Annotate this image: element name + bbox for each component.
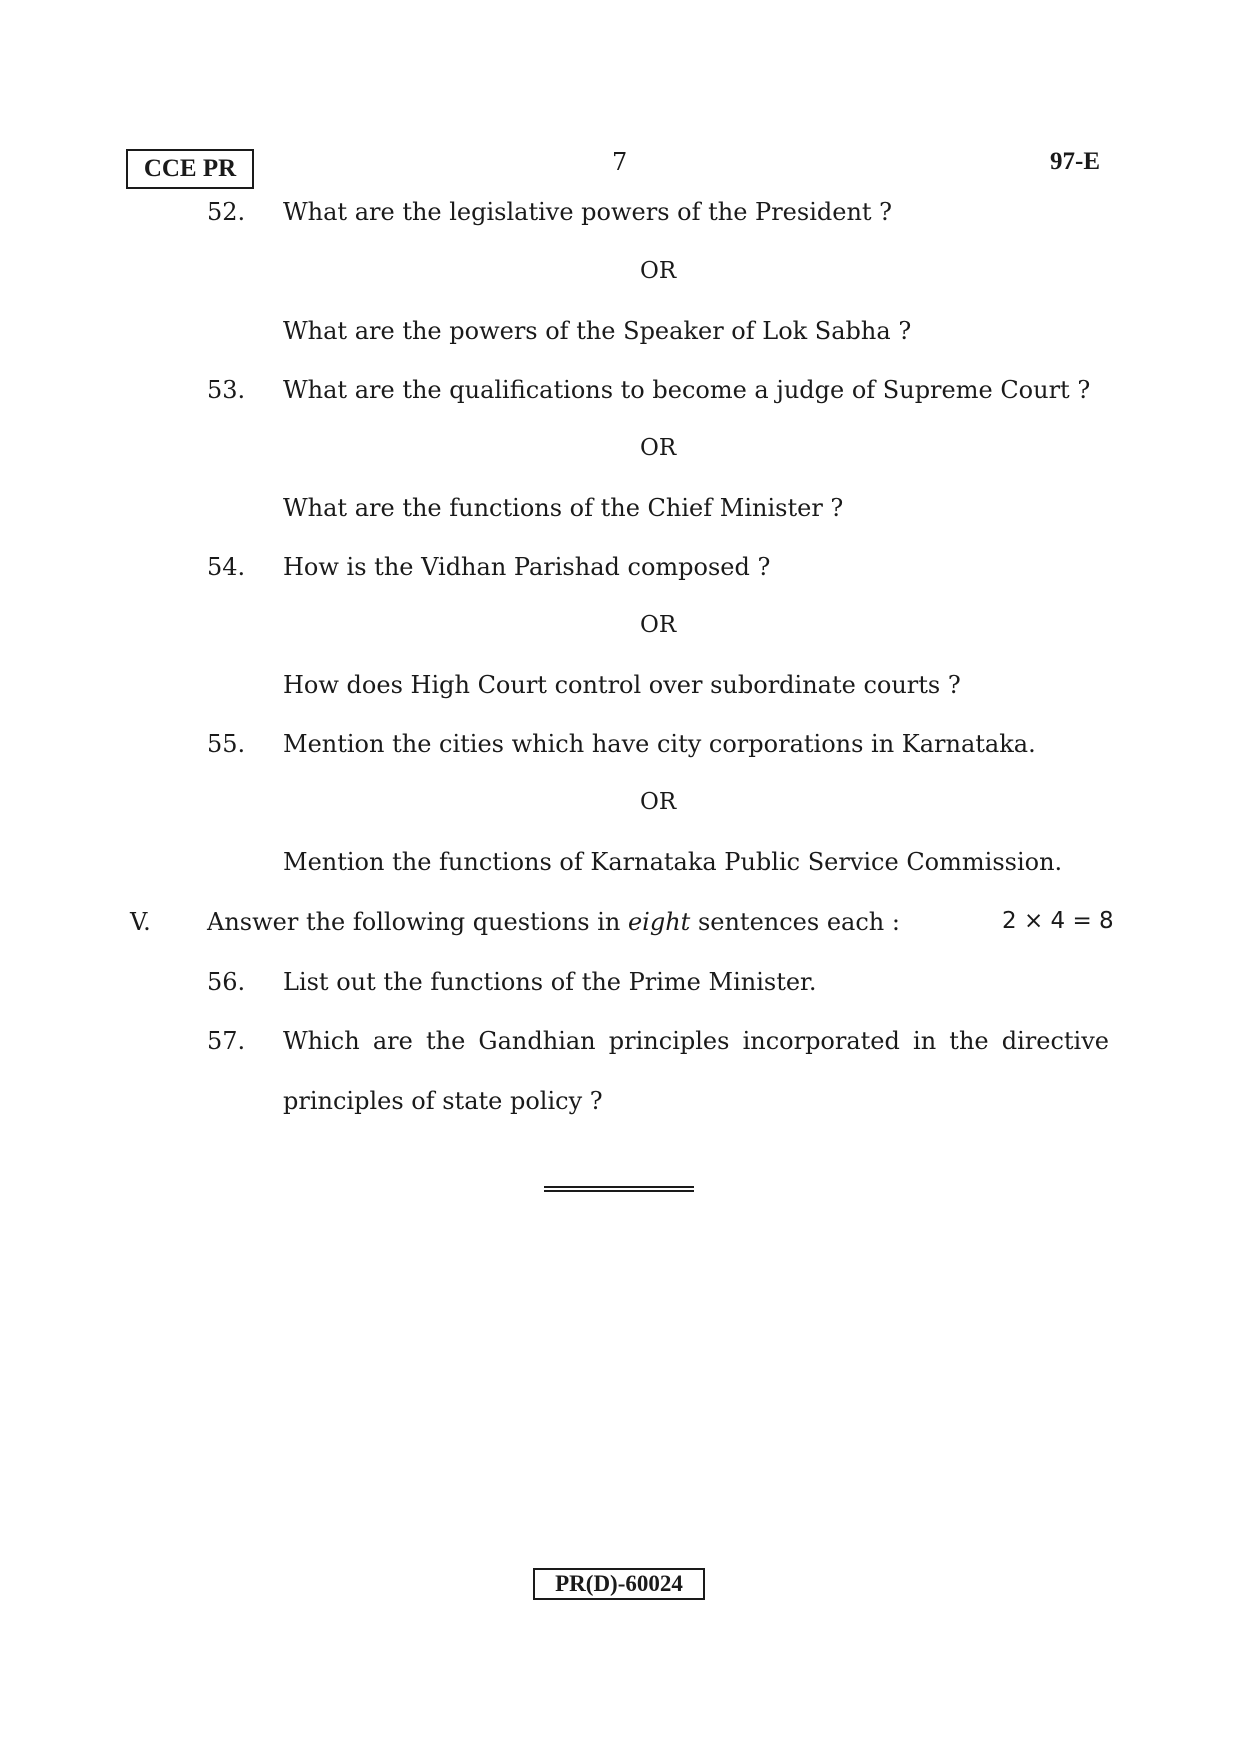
question-text: What are the qualifications to become a judge of Supreme Court ? [283,376,1091,404]
or-separator: OR [640,612,677,638]
question-text: Mention the cities which have city corporations in Karnataka. [283,730,1036,758]
question-text: How is the Vidhan Parishad composed ? [283,553,771,581]
question-text: What are the functions of the Chief Minister ? [283,494,844,522]
question-number: 55. [207,730,246,758]
or-separator: OR [640,258,677,284]
section-number: V. [130,908,151,936]
footer-code-box: PR(D)-60024 [533,1568,705,1600]
question-number: 56. [207,968,246,996]
question-number: 52. [207,198,246,226]
end-double-rule [544,1186,694,1192]
section-instruction: Answer the following questions in eight sentences each : [207,908,900,936]
question-text-continued: principles of state policy ? [283,1087,603,1115]
section-marks: 2 × 4 = 8 [1002,908,1114,934]
paper-code: 97-E [1050,148,1100,175]
question-text: What are the legislative powers of the President ? [283,198,893,226]
header-code-box: CCE PR [126,149,254,189]
page-number: 7 [612,148,628,176]
question-text: Which are the Gandhian principles incorporated in the directive [283,1027,1109,1055]
question-text: List out the functions of the Prime Minister. [283,968,817,996]
question-number: 53. [207,376,246,404]
or-separator: OR [640,435,677,461]
or-separator: OR [640,789,677,815]
question-number: 54. [207,553,246,581]
question-text: What are the powers of the Speaker of Lok Sabha ? [283,317,912,345]
question-text: Mention the functions of Karnataka Public Service Commission. [283,848,1063,876]
question-text: How does High Court control over subordinate courts ? [283,671,961,699]
question-number: 57. [207,1027,246,1055]
